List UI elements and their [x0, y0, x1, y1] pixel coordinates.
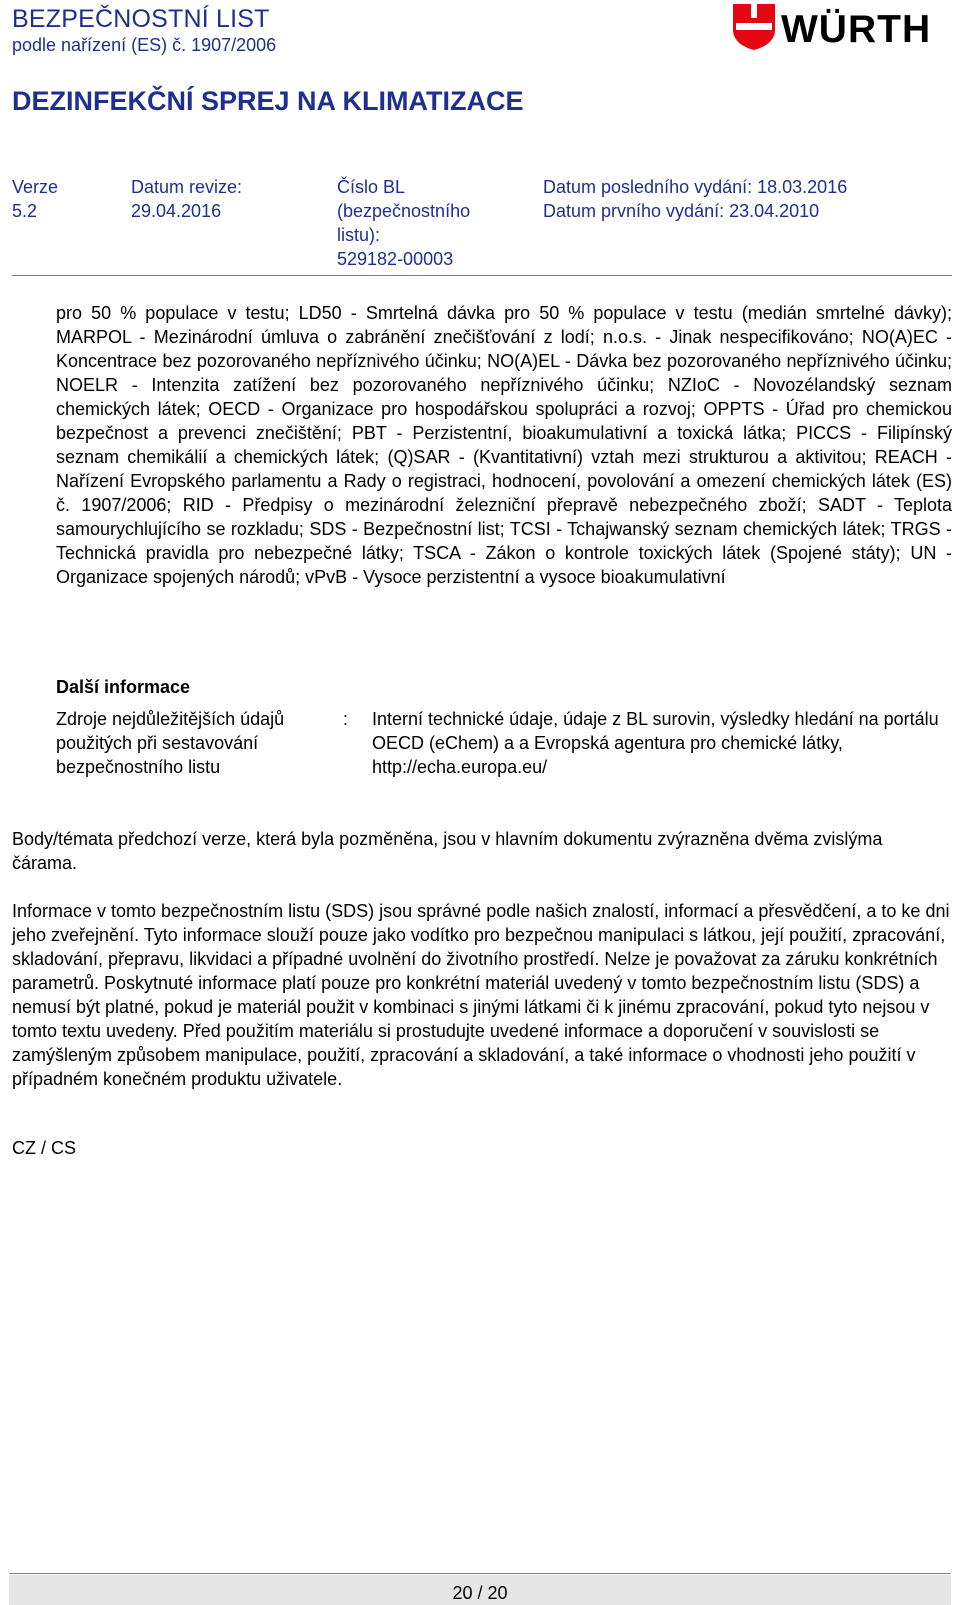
sources-label: Zdroje nejdůležitějších údajů použitých při sestavování bezpečnostního listu [56, 709, 285, 777]
product-name: DEZINFEKČNÍ SPREJ NA KLIMATIZACE [12, 86, 524, 116]
locale-code: CZ / CS [12, 1138, 77, 1158]
abbreviations-paragraph: pro 50 % populace v testu; LD50 - Smrtelná dávka pro 50 % populace v testu (medián smrtelné dávky); MARPOL - Mezinárodní úmluva o zabránění znečišťování z lodí; n.o.s. - Jinak nespecifikováno; NO(A)EC - Koncentrace bez pozorovaného nepříznivého účinku; NO(A)EL - Dávka bez pozorovaného nepříznivého účinku; NOELR - Intenzita zatížení bez pozorovaného nepříznivého účinku; NZIoC - Novozélandský seznam chemických látek; OECD - Organizace pro hospodářskou spolupráci a rozvoj; OPPTS - Úřad pro chemickou bezpečnost a prevenci znečištění; PBT - Perzistentní, bioakumulativní a toxická látka; PICCS - Filipínský seznam chemikálií a chemických látek; (Q)SAR - (Kvantitativní) vztah mezi strukturou a aktivitou; REACH - Nařízení Evropského parlamentu a Rady o registraci, hodnocení, povolování a omezení chemických látek (ES) č. 1907/2006; RID - Předpisy o mezinárodní železniční přepravě nebezpečného zboží; SADT - Teplota samourychlujícího se rozkladu; SDS - Bezpečnostní list; TCSI - Tchajwanský seznam chemických látek; TRGS - Technická pravidla pro nebezpečné látky; TSCA - Zákon o kontrole toxických látek (Spojené státy); UN - Organizace spojených národů; vPvB - Vysoce perzistentní a vysoce bioakumulativní [56, 303, 952, 587]
sources-value: Interní technické údaje, údaje z BL surovin, výsledky hledání na portálu OECD (eChem) a a Evropská agentura pro chemické látky, http://echa.europa.eu/ [372, 709, 939, 777]
logo-wordmark: WÜRTH [781, 8, 932, 51]
footer-divider [9, 1573, 951, 1574]
last-issue-date: Datum posledního vydání: 18.03.2016 [543, 177, 848, 197]
revision-column [131, 175, 242, 223]
version-label: Verze [12, 177, 59, 197]
sds-number-column [337, 175, 470, 271]
regulation-subtitle: podle nařízení (ES) č. 1907/2006 [12, 35, 277, 55]
header-divider [12, 275, 952, 276]
sources-colon: : [343, 709, 349, 729]
sds-number-label-1: Číslo BL [337, 177, 406, 197]
document-title: BEZPEČNOSTNÍ LIST [12, 5, 270, 33]
sds-number-label-2: (bezpečnostního [337, 201, 471, 221]
issue-dates-column [543, 175, 847, 223]
revision-date-value: 29.04.2016 [131, 201, 222, 221]
sds-number-value: 529182-00003 [337, 249, 454, 269]
page-number: 20 / 20 [452, 1583, 508, 1603]
revision-date-label: Datum revize: [131, 177, 243, 197]
wurth-logo [733, 2, 953, 52]
changes-note: Body/témata předchozí verze, která byla pozměněna, jsou v hlavním dokumentu zvýrazněna dvěma zvislýma čárama. [12, 829, 883, 873]
version-value: 5.2 [12, 201, 38, 221]
further-information-heading: Další informace [56, 677, 191, 697]
version-column [12, 175, 58, 223]
first-issue-date: Datum prvního vydání: 23.04.2010 [543, 201, 820, 221]
disclaimer-paragraph: Informace v tomto bezpečnostním listu (SDS) jsou správné podle našich znalostí, informací a přesvědčení, a to ke dni jeho zveřejnění. Tyto informace slouží pouze jako vodítko pro bezpečnou manipulaci s látkou, její použití, zpracování, skladování, přepravu, likvidaci a případné uvolnění do životního prostředí. Nelze je považovat za záruku konkrétních parametrů. Poskytnuté informace platí pouze pro konkrétní materiál uvedený v tomto bezpečnostním listu (SDS) a nemusí být platné, pokud je materiál použit v kombinaci s jinými látkami či k jinému zpracování, pokud tyto nejsou v tomto textu uvedeny. Před použitím materiálu si prostudujte uvedené informace a doporučení v souvislosti se zamýšleným způsobem manipulace, použití, zpracování a skladování, a také informace o vhodnosti jeho použití v případném konečném produktu uživatele. [12, 901, 950, 1089]
sds-number-label-3: listu): [337, 225, 381, 245]
